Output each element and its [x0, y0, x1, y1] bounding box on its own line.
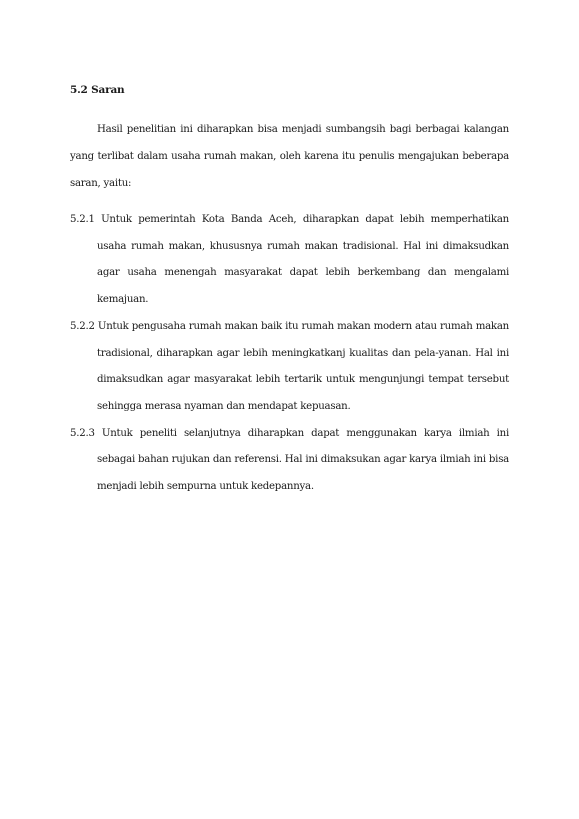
item-number: 5.2.1: [70, 214, 95, 225]
list-item: [70, 314, 509, 421]
intro-paragraph: Hasil penelitian ini diharapkan bisa menjadi sumbangsih bagi berbagai kalangan yang terlibat dalam usaha rumah makan, oleh karena itu penulis mengajukan beberapa saran, yaitu:: [70, 124, 509, 189]
item-number: 5.2.3: [70, 427, 95, 439]
item-text: Untuk pemerintah Kota Banda Aceh, diharapkan dapat lebih memperhatikan usaha rumah makan, khususnya rumah makan tradisional. Hal ini dimaksudkan agar usaha menengah masyarakat dapat lebih berkembang dan mengalami kemajuan.: [97, 214, 509, 306]
page-content: [70, 82, 509, 501]
item-number: 5.2.2: [70, 320, 95, 332]
section-heading: 5.2 Saran: [70, 84, 125, 96]
suggestion-list: [70, 207, 509, 501]
list-item: [70, 421, 509, 501]
list-item: [70, 207, 509, 314]
item-text: Untuk pengusaha rumah makan baik itu rumah makan modern atau rumah makan tradisional, diharapkan agar lebih meningkatkanj kualitas dan pela-yanan. Hal ini dimaksudkan agar masyarakat lebih tertarik untuk mengunjungi tempat tersebut sehingga merasa nyaman dan mendapat kepuasan.: [97, 320, 509, 412]
item-text: Untuk peneliti selanjutnya diharapkan dapat menggunakan karya ilmiah ini sebagai bahan rujukan dan referensi. Hal ini dimaksukan agar karya ilmiah ini bisa menjadi lebih sempurna untuk kedepannya.: [97, 427, 509, 493]
